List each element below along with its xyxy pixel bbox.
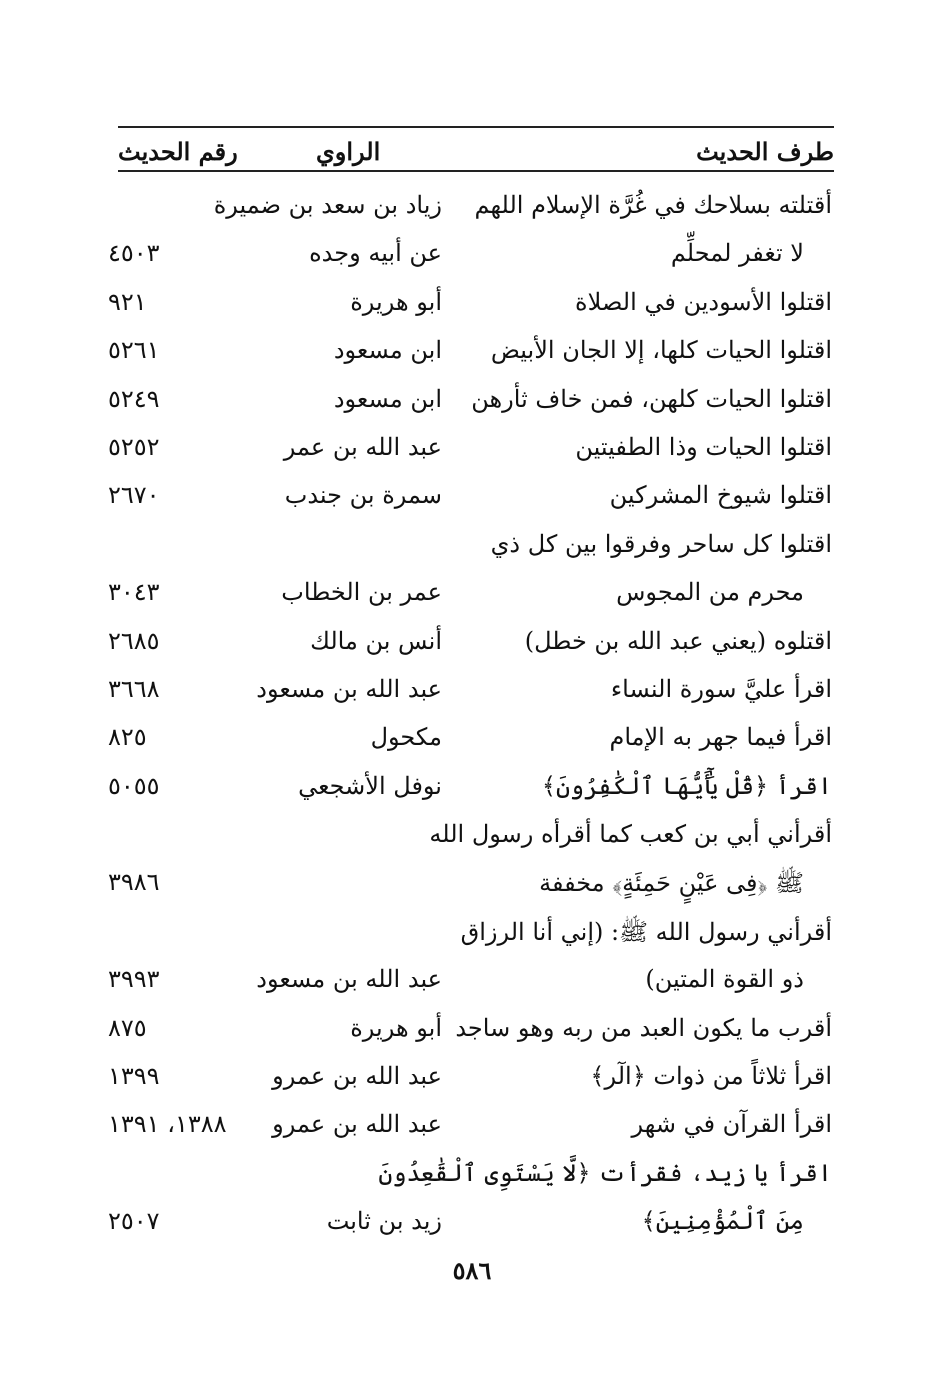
hadith-number: ٥٢٦١	[108, 336, 160, 365]
index-row	[0, 1153, 944, 1201]
narrator: عن أبيه وجده	[309, 239, 442, 268]
narrator: عبد الله بن عمرو	[272, 1110, 442, 1139]
hadith-text: اقتلوا الحيات كلها، إلا الجان الأبيض	[490, 336, 832, 365]
index-row	[0, 669, 944, 717]
hadith-number: ٩٢١	[108, 287, 147, 316]
narrator: ابن مسعود	[333, 384, 442, 413]
narrator: أبو هريرة	[350, 1013, 442, 1042]
hadith-text: اقرأ يا زيد، فقرأت ﴿لَّا يَسْتَوِى ٱلْقَٰعِدُونَ	[378, 1158, 832, 1187]
index-row	[0, 427, 944, 475]
index-row	[0, 282, 944, 330]
hadith-text: أقرأني أبي بن كعب كما أقرأه رسول الله	[429, 820, 832, 849]
narrator: أبو هريرة	[350, 287, 442, 316]
hadith-text: اقتلوا الحيات وذا الطفيتين	[575, 432, 832, 461]
hadith-number: ٣٩٨٦	[108, 868, 160, 897]
narrator: زياد بن سعد بن ضميرة	[213, 191, 442, 219]
hadith-number: ٢٦٧٠	[108, 481, 160, 510]
hadith-text: محرم من المجوس	[616, 578, 804, 607]
narrator: ابن مسعود	[333, 336, 442, 365]
index-row	[0, 1201, 944, 1249]
index-row	[0, 524, 944, 572]
hadith-text: اقتلوا الأسودين في الصلاة	[575, 287, 832, 316]
hadith-number: ٥٢٤٩	[108, 384, 160, 413]
index-row	[0, 717, 944, 765]
page-number: ٥٨٦	[452, 1256, 492, 1285]
narrator: عبد الله بن مسعود	[256, 674, 442, 703]
hadith-text: اقرأ القرآن في شهر	[631, 1110, 832, 1139]
hadith-number: ٤٥٠٣	[108, 239, 160, 268]
hadith-number: ٢٦٨٥	[108, 626, 160, 655]
index-row	[0, 862, 944, 910]
narrator: عبد الله بن مسعود	[256, 965, 442, 994]
index-row	[0, 475, 944, 523]
hadith-number: ١٣٩٩	[108, 1062, 160, 1091]
hadith-text: مِنَ ٱلْمُؤْمِنِينَ﴾	[641, 1207, 804, 1236]
hadith-number: ٥٠٥٥	[108, 771, 160, 800]
index-row	[0, 1008, 944, 1056]
index-row	[0, 1104, 944, 1152]
hadith-number: ٨٢٥	[108, 723, 147, 752]
hadith-text: ﷺ ﴿فِى عَيْنٍ حَمِئَةٍ﴾ مخففة	[539, 869, 804, 898]
header-narrator: الراوي	[316, 137, 381, 166]
hadith-text: اقتلوه (يعني عبد الله بن خطل)	[524, 626, 832, 655]
narrator: نوفل الأشجعي	[298, 771, 442, 800]
header-hadith-number: رقم الحديث	[118, 137, 238, 166]
index-row	[0, 766, 944, 814]
index-row	[0, 185, 944, 233]
index-row	[0, 911, 944, 959]
hadith-text: اقرأ ثلاثاً من ذوات ﴿الٓر﴾	[590, 1062, 832, 1091]
index-row	[0, 1056, 944, 1104]
hadith-text: لا تغفر لمحلِّم	[670, 239, 804, 268]
index-row	[0, 379, 944, 427]
hadith-text: اقرأ فيما جهر به الإمام	[609, 723, 832, 752]
index-row	[0, 621, 944, 669]
hadith-number: ٣٩٩٣	[108, 965, 160, 994]
hadith-text: ذو القوة المتين)	[645, 965, 804, 994]
index-rows	[0, 185, 944, 1250]
header-hadith-text: طرف الحديث	[696, 137, 834, 166]
index-row	[0, 572, 944, 620]
hadith-number: ٣٠٤٣	[108, 578, 160, 607]
hadith-text: أقتلته بسلاحك في غُرَّة الإسلام اللهم	[474, 191, 832, 219]
table-header	[118, 133, 834, 169]
narrator: سمرة بن جندب	[284, 481, 442, 510]
hadith-number: ٥٢٥٢	[108, 432, 160, 461]
hadith-text: اقتلوا الحيات كلهن، فمن خاف ثأرهن	[471, 384, 832, 413]
hadith-text: اقتلوا كل ساحر وفرقوا بين كل ذي	[490, 529, 832, 558]
hadith-text: أقرأني رسول الله ﷺ: (إني أنا الرزاق	[460, 917, 832, 946]
hadith-number: ٢٥٠٧	[108, 1207, 160, 1236]
header-rule	[118, 170, 834, 172]
index-row	[0, 959, 944, 1007]
hadith-text: اقتلوا شيوخ المشركين	[609, 481, 832, 510]
hadith-text: أقرب ما يكون العبد من ربه وهو ساجد	[455, 1013, 832, 1042]
narrator: عمر بن الخطاب	[281, 578, 442, 607]
top-rule	[118, 126, 834, 128]
index-row	[0, 330, 944, 378]
hadith-text: اقرأ ﴿قُلْ يَٰٓأَيُّهَا ٱلْكَٰفِرُونَ﴾	[541, 771, 832, 800]
hadith-number: ٣٦٦٨	[108, 674, 160, 703]
narrator: عبد الله بن عمر	[283, 432, 442, 461]
narrator: أنس بن مالك	[310, 626, 442, 655]
hadith-number: ١٣٨٨، ١٣٩١	[108, 1110, 227, 1139]
hadith-text: اقرأ عليَّ سورة النساء	[610, 674, 832, 703]
hadith-number: ٨٧٥	[108, 1013, 147, 1042]
narrator: زيد بن ثابت	[326, 1207, 442, 1236]
index-row	[0, 814, 944, 862]
narrator: مكحول	[370, 723, 442, 752]
narrator: عبد الله بن عمرو	[272, 1062, 442, 1091]
index-row	[0, 233, 944, 281]
